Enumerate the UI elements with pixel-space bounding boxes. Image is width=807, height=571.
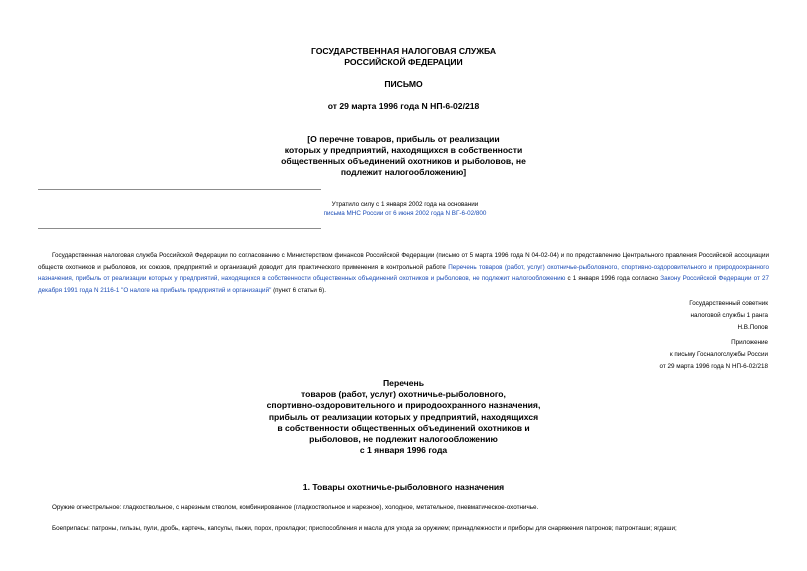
- list-title-line: спортивно-оздоровительного и природоохранного назначения,: [266, 400, 541, 411]
- document-subject: [0, 134, 807, 178]
- agency-line-2: РОССИЙСКОЙ ФЕДЕРАЦИИ: [344, 57, 463, 67]
- list-title-line: Перечень: [382, 378, 424, 388]
- section-1-item-weapons: Оружие огнестрельное: гладкоствольное, с нарезным стволом, комбинированное (гладкоствольное и нарезное), холодное, метательное, пневматическое-охотничье.: [52, 504, 539, 511]
- list-title: [0, 378, 807, 456]
- agency-line-1: ГОСУДАРСТВЕННАЯ НАЛОГОВАЯ СЛУЖБА: [310, 46, 497, 56]
- divider-bottom: [38, 228, 321, 229]
- body-text-mid: с 1 января 1996 года согласно: [565, 275, 661, 282]
- document-date: от 29 марта 1996 года N НП-6-02/218: [327, 101, 480, 111]
- signature-title: Государственный советник: [689, 300, 768, 307]
- section-1-item-ammo: Боеприпасы: патроны, гильзы, пули, дробь, картечь, капсулы, пыжи, порох, прокладки; приспособления и масла для ухода за оружием; принадлежности и приборы для снаряжения патронов; патронташи; ягдаши;: [52, 525, 677, 532]
- list-title-line: рыболовов, не подлежит налогообложению: [309, 434, 498, 445]
- subject-line: подлежит налогообложению]: [340, 167, 467, 177]
- signature-block: [468, 298, 768, 334]
- appendix-date: от 29 марта 1996 года N НП-6-02/218: [659, 363, 768, 370]
- document-type: ПИСЬМО: [384, 79, 423, 89]
- appendix-label: Приложение: [731, 339, 768, 346]
- law-link[interactable]: Закону Российской Федерации от 27 декабря 1991 года N 2116-1 "О налоге на прибыль предприятий и организаций": [38, 275, 770, 294]
- divider-top: [38, 189, 321, 190]
- document-header: [0, 46, 807, 68]
- signature-name: Н.В.Попов: [737, 324, 768, 331]
- list-title-line: прибыль от реализации которых у предприятий, находящихся: [268, 411, 539, 422]
- body-text-end: (пункт 6 статьи 6).: [271, 286, 327, 294]
- repeal-letter-link[interactable]: письма МНС России от 6 июня 2002 года N ВГ-6-02/800: [323, 210, 487, 217]
- subject-line: которых у предприятий, находящихся в собственности: [284, 145, 523, 155]
- subject-line: общественных объединений охотников и рыболовов, не: [281, 156, 526, 166]
- appendix-block: [468, 337, 768, 373]
- body-paragraph: [38, 250, 769, 296]
- list-title-line: товаров (работ, услуг) охотничье-рыболовного,: [301, 389, 506, 400]
- section-1-title: 1. Товары охотничье-рыболовного назначения: [302, 482, 505, 492]
- status-line: Утратило силу с 1 января 2002 года на основании: [331, 201, 479, 208]
- list-link[interactable]: Перечень товаров (работ, услуг) охотничье-рыболовного, спортивно-оздоровительного и природоохранного назначения, прибыль от реализации которых у предприятий, находящихся в собственности общественных объединений охотников и рыболовов, не подлежит налогообложению: [38, 263, 769, 282]
- list-title-line: в собственности общественных объединений охотников и: [277, 422, 530, 433]
- list-title-line: с 1 января 1996 года: [359, 445, 448, 456]
- signature-rank: налоговой службы 1 ранга: [690, 312, 768, 319]
- appendix-ref: к письму Госналогслужбы России: [669, 351, 768, 358]
- status-note: [260, 200, 550, 218]
- subject-line: [О перечне товаров, прибыль от реализации: [307, 134, 500, 144]
- body-text-start: Государственная налоговая служба Российской Федерации по согласованию с Министерством финансов Российской Федерации (письмо от 5 марта 1996 года N 04-02-04) и по представлению Центрального правления Российской ассоциации обществ охотников и рыболовов, их союзов, предприятий и организаций доводит для практического применения в контрольной работе: [38, 252, 769, 271]
